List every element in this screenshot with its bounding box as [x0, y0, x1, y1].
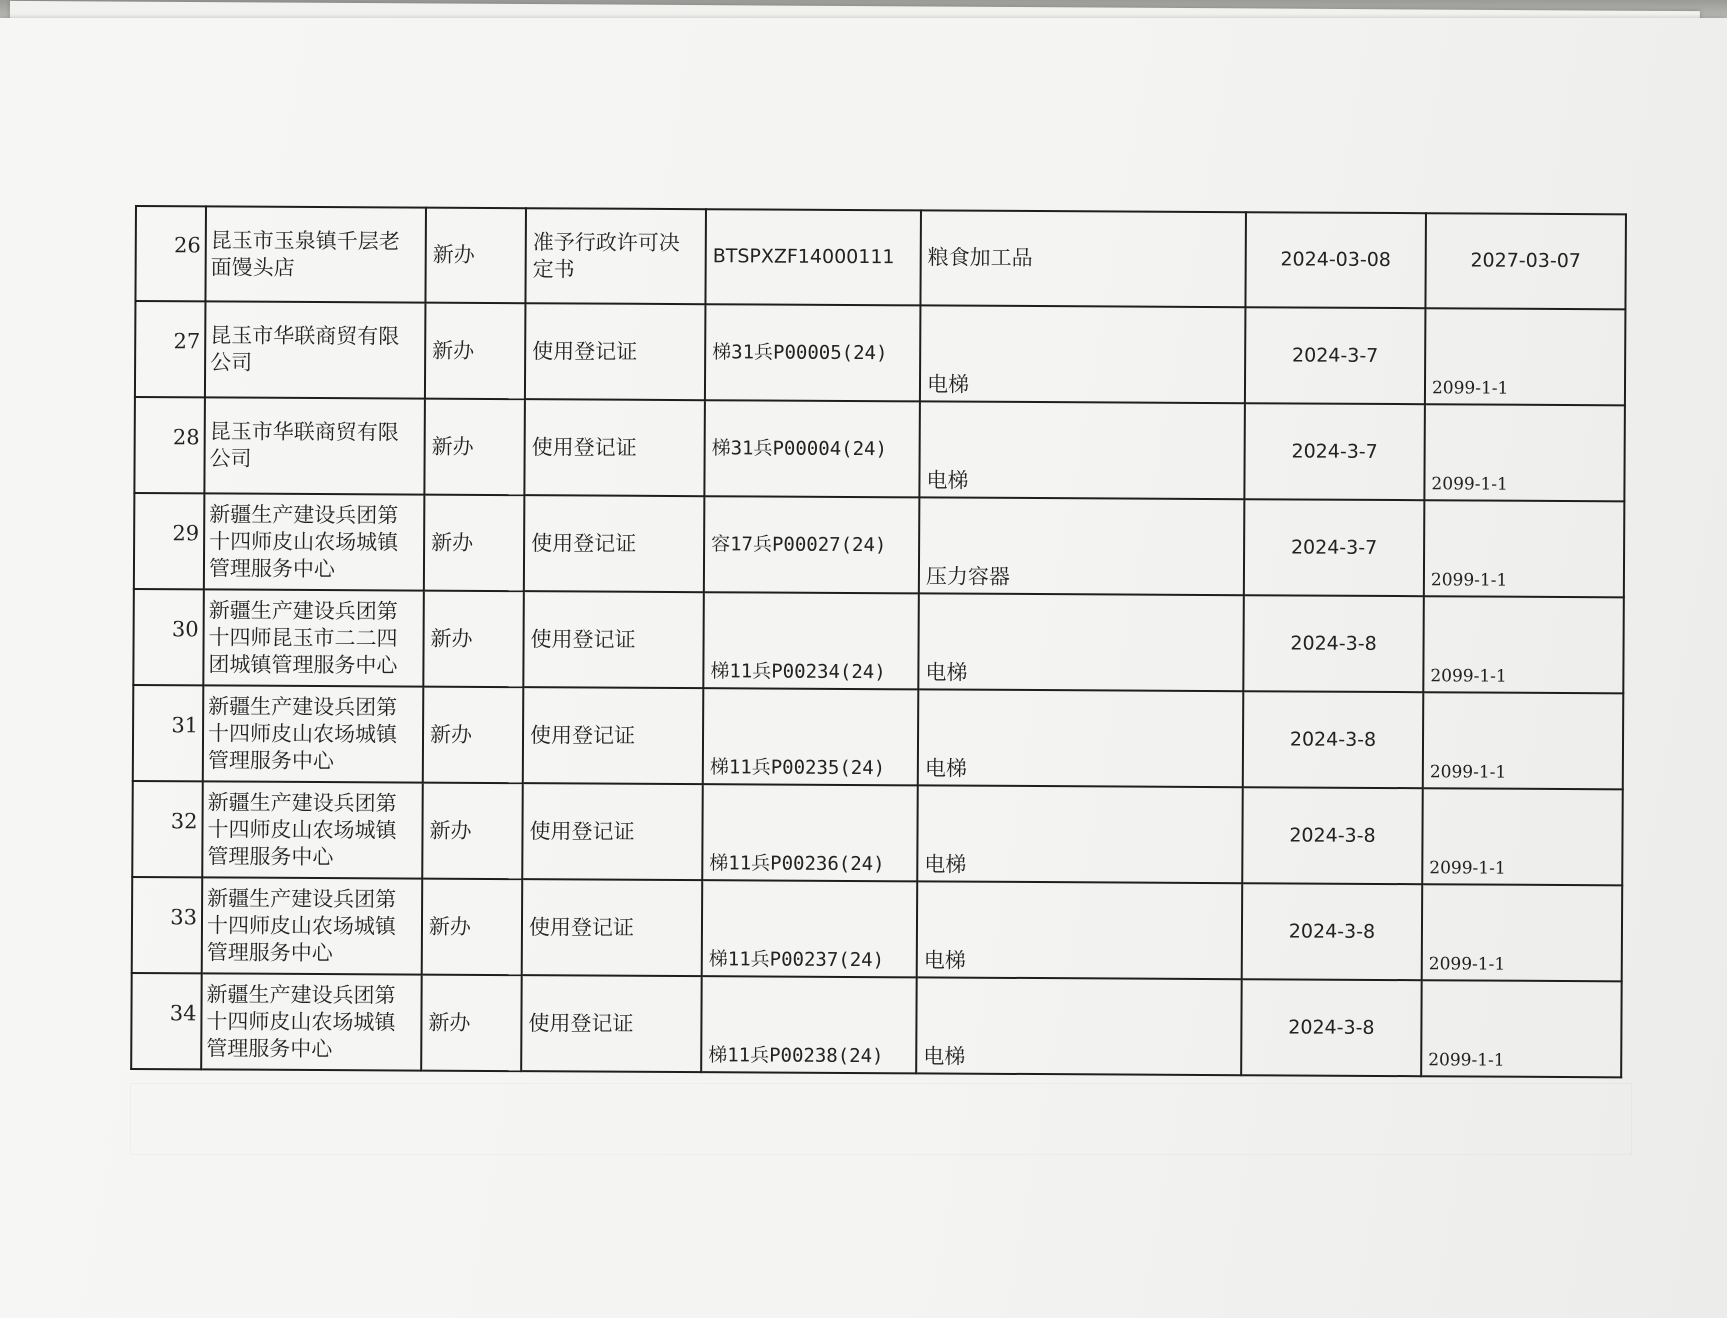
handle-type: 新办	[425, 303, 526, 400]
handle-type: 新办	[423, 591, 524, 688]
document-type: 使用登记证	[522, 783, 703, 880]
row-number: 28	[134, 397, 205, 493]
certificate-code: 梯31兵P00005(24)	[705, 304, 921, 401]
document-type: 使用登记证	[525, 303, 706, 400]
row-number: 26	[135, 206, 206, 301]
handle-type: 新办	[422, 783, 523, 880]
table-row	[132, 877, 1623, 981]
expire-date: 2099-1-1	[1421, 980, 1622, 1077]
handle-type: 新办	[422, 879, 523, 976]
row-number: 30	[133, 589, 204, 685]
document-type: 使用登记证	[521, 975, 702, 1072]
handle-type: 新办	[421, 975, 522, 1072]
unit-name: 新疆生产建设兵团第十四师皮山农场城镇管理服务中心	[202, 781, 423, 878]
expire-date: 2099-1-1	[1422, 884, 1623, 981]
row-number: 31	[133, 685, 204, 781]
table-row	[131, 973, 1622, 1077]
document-type: 使用登记证	[522, 879, 703, 976]
expire-date: 2099-1-1	[1422, 788, 1623, 885]
handle-type: 新办	[423, 687, 524, 784]
row-number: 27	[135, 301, 206, 397]
license-table	[130, 205, 1627, 1078]
certificate-code: BTSPXZF14000111	[705, 209, 921, 305]
expire-date: 2099-1-1	[1424, 404, 1625, 501]
row-number: 34	[131, 973, 202, 1069]
expire-date: 2099-1-1	[1425, 308, 1626, 405]
item-category: 粮食加工品	[920, 210, 1246, 307]
table-row	[133, 685, 1624, 789]
unit-name: 昆玉市华联商贸有限公司	[205, 301, 426, 398]
unit-name: 昆玉市玉泉镇千层老面馒头店	[205, 206, 426, 302]
document-type: 准予行政许可决定书	[525, 208, 706, 304]
item-category: 电梯	[918, 593, 1244, 691]
certificate-code: 容17兵P00027(24)	[704, 496, 920, 593]
certificate-code: 梯31兵P00004(24)	[704, 400, 920, 497]
issue-date: 2024-3-8	[1242, 787, 1423, 884]
handle-type: 新办	[424, 399, 525, 496]
certificate-code: 梯11兵P00237(24)	[702, 880, 918, 977]
certificate-code: 梯11兵P00234(24)	[703, 592, 919, 689]
table-row	[134, 397, 1625, 501]
item-category: 电梯	[917, 881, 1243, 979]
issue-date: 2024-3-7	[1244, 499, 1425, 596]
item-category: 电梯	[918, 689, 1244, 787]
item-category: 电梯	[917, 785, 1243, 883]
certificate-code: 梯11兵P00236(24)	[702, 784, 918, 881]
item-category: 电梯	[920, 305, 1246, 403]
row-number: 29	[134, 493, 205, 589]
table-row	[134, 493, 1625, 597]
license-table-wrapper	[130, 205, 1627, 1078]
item-category: 压力容器	[919, 497, 1245, 595]
unit-name: 新疆生产建设兵团第十四师皮山农场城镇管理服务中心	[204, 493, 425, 590]
unit-name: 新疆生产建设兵团第十四师皮山农场城镇管理服务中心	[201, 973, 422, 1070]
expire-date: 2099-1-1	[1424, 500, 1625, 597]
issue-date: 2024-3-7	[1245, 307, 1426, 404]
item-category: 电梯	[916, 977, 1242, 1075]
item-category: 电梯	[919, 401, 1245, 499]
table-row	[132, 781, 1623, 885]
issue-date: 2024-3-8	[1243, 595, 1424, 692]
handle-type: 新办	[425, 208, 526, 304]
table-body	[131, 206, 1626, 1077]
unit-name: 新疆生产建设兵团第十四师昆玉市二二四团城镇管理服务中心	[203, 589, 424, 686]
expire-date: 2099-1-1	[1423, 692, 1624, 789]
certificate-code: 梯11兵P00238(24)	[701, 976, 917, 1073]
document-type: 使用登记证	[524, 399, 705, 496]
issue-date: 2024-3-8	[1242, 883, 1423, 980]
document-type: 使用登记证	[523, 687, 704, 784]
unit-name: 昆玉市华联商贸有限公司	[204, 397, 425, 494]
document-type: 使用登记证	[523, 591, 704, 688]
issue-date: 2024-03-08	[1245, 212, 1426, 308]
expire-date: 2027-03-07	[1425, 213, 1626, 309]
row-number: 33	[132, 877, 203, 973]
issue-date: 2024-3-8	[1241, 979, 1422, 1076]
unit-name: 新疆生产建设兵团第十四师皮山农场城镇管理服务中心	[202, 877, 423, 974]
issue-date: 2024-3-7	[1244, 403, 1425, 500]
issue-date: 2024-3-8	[1243, 691, 1424, 788]
certificate-code: 梯11兵P00235(24)	[703, 688, 919, 785]
expire-date: 2099-1-1	[1423, 596, 1624, 693]
show-through-table	[130, 1083, 1632, 1155]
row-number: 32	[132, 781, 203, 877]
table-row	[135, 206, 1626, 309]
document-type: 使用登记证	[524, 495, 705, 592]
handle-type: 新办	[424, 495, 525, 592]
unit-name: 新疆生产建设兵团第十四师皮山农场城镇管理服务中心	[203, 685, 424, 782]
table-row	[133, 589, 1624, 693]
table-row	[135, 301, 1626, 405]
